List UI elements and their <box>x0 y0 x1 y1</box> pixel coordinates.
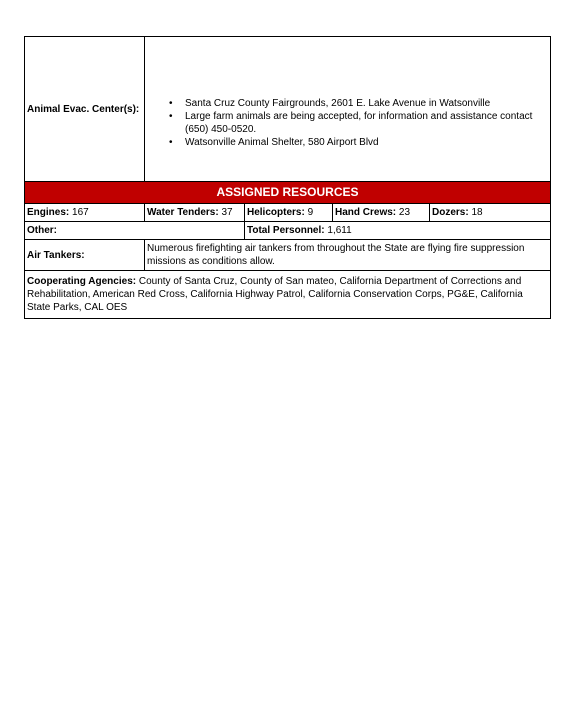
resources-table <box>24 36 551 319</box>
engines-value: 167 <box>72 207 89 218</box>
evac-list-cell <box>145 37 551 182</box>
evac-item-text: Large farm animals are being accepted, for information and assistance contact (650) 450-0520. <box>185 111 533 135</box>
assigned-resources-header: ASSIGNED RESOURCES <box>25 182 551 204</box>
dozers-cell <box>430 204 551 222</box>
evac-item <box>169 110 548 136</box>
bullet-icon: • <box>169 137 173 148</box>
dozers-value: 18 <box>471 207 483 218</box>
total-personnel-value: 1,611 <box>327 225 352 236</box>
total-personnel-cell <box>245 222 551 240</box>
bullet-icon: • <box>169 111 173 122</box>
total-personnel-label: Total Personnel: <box>247 225 325 236</box>
water-tenders-cell <box>145 204 245 222</box>
evac-label: Animal Evac. Center(s): <box>27 103 140 115</box>
evac-item-text: Santa Cruz County Fairgrounds, 2601 E. Lake Avenue in Watsonville <box>185 98 491 109</box>
bullet-icon: • <box>169 98 173 109</box>
report-page <box>24 36 550 319</box>
evac-item <box>169 136 548 149</box>
evac-row <box>25 37 551 182</box>
air-tankers-value: Numerous firefighting air tankers from throughout the State are flying fire suppression missions as conditions allow. <box>147 243 525 267</box>
dozers-label: Dozers: <box>432 207 469 218</box>
helicopters-value: 9 <box>307 207 314 218</box>
helicopters-cell <box>245 204 333 222</box>
cooperating-agencies-label: Cooperating Agencies: <box>27 276 137 287</box>
helicopters-label: Helicopters: <box>247 207 305 218</box>
other-cell <box>25 222 245 240</box>
air-tankers-value-cell <box>145 240 551 271</box>
water-tenders-value: 37 <box>221 207 233 218</box>
evac-item <box>169 97 548 110</box>
evac-item-text: Watsonville Animal Shelter, 580 Airport Blvd <box>185 137 379 148</box>
air-tankers-label-cell <box>25 240 145 271</box>
cooperating-agencies-row <box>25 271 551 319</box>
cooperating-agencies-value: County of Santa Cruz, County of San mateo, California Department of Corrections and Rehabilitation, American Red Cross, California Highway Patrol, California Conservation Corps, PG&E, California State Parks, CAL OES <box>27 276 523 313</box>
air-tankers-label: Air Tankers: <box>27 249 85 261</box>
other-personnel-row <box>25 222 551 240</box>
evac-list <box>147 97 548 149</box>
resource-counts-row <box>25 204 551 222</box>
assigned-resources-header-row <box>25 182 551 204</box>
engines-cell <box>25 204 145 222</box>
other-label: Other: <box>27 225 57 236</box>
hand-crews-cell <box>333 204 430 222</box>
hand-crews-value: 23 <box>398 207 411 218</box>
air-tankers-row <box>25 240 551 271</box>
engines-label: Engines: <box>27 207 70 218</box>
evac-label-cell <box>25 37 145 182</box>
cooperating-agencies-cell <box>25 271 551 319</box>
hand-crews-label: Hand Crews: <box>335 207 397 218</box>
water-tenders-label: Water Tenders: <box>147 207 219 218</box>
